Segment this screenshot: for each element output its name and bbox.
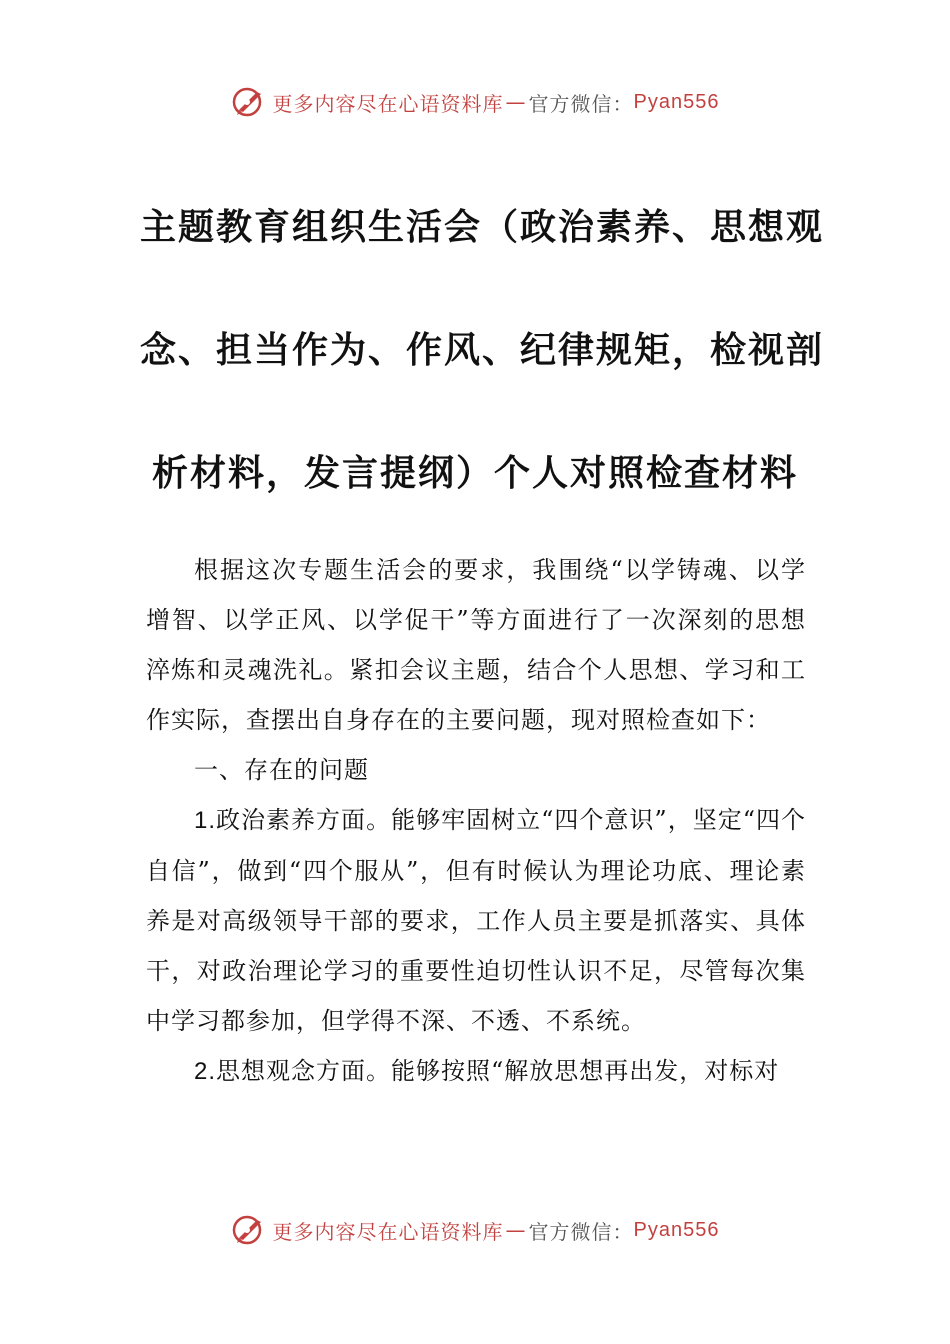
title-line-3: 析材料，发言提纲）个人对照检查材料 [151,453,798,494]
watermark-label: 官方微信： [528,1219,634,1244]
pen-circle-logo-icon [231,84,267,120]
item-text: 思想观念方面。能够按照“解放思想再出发，对标对 [216,1057,780,1085]
document-title [140,166,825,535]
watermark-footer [0,1210,950,1250]
watermark-label: 官方微信： [528,91,634,116]
document-body [146,545,806,1097]
numbered-paragraph-2 [146,1046,806,1097]
pen-circle-logo-icon [231,1212,267,1248]
watermark-separator: — [505,90,527,114]
item-number: 1. [194,807,217,834]
watermark-text: 更多内容尽在心语资料库 [272,91,504,116]
watermark-wechat-id: Pyan556 [633,1218,720,1241]
watermark-wechat-id: Pyan556 [633,90,720,113]
watermark-text: 更多内容尽在心语资料库 [272,1219,504,1244]
title-line-2: 念、担当作为、作风、纪律规矩，检视剖 [140,330,825,371]
numbered-paragraph-1 [146,795,806,1046]
intro-paragraph: 根据这次专题生活会的要求，我围绕“以学铸魂、以学增智、以学正风、以学促干”等方面进行了一次深刻的思想淬炼和灵魂洗礼。紧扣会议主题，结合个人思想、学习和工作实际，查摆出自身存在的主要问题，现对照检查如下： [146,556,806,734]
watermark-separator: — [505,1218,527,1242]
watermark-header [0,82,950,122]
title-line-1: 主题教育组织生活会（政治素养、思想观 [140,207,825,248]
section-heading: 一、存在的问题 [194,756,369,784]
item-number: 2. [194,1058,217,1085]
item-text: 政治素养方面。能够牢固树立“四个意识”，坚定“四个自信”，做到“四个服从”，但有时候认为理论功底、理论素养是对高级领导干部的要求，工作人员主要是抓落实、具体干，对政治理论学习的重要性迫切性认识不足，尽管每次集中学习都参加，但学得不深、不透、不系统。 [146,806,806,1035]
